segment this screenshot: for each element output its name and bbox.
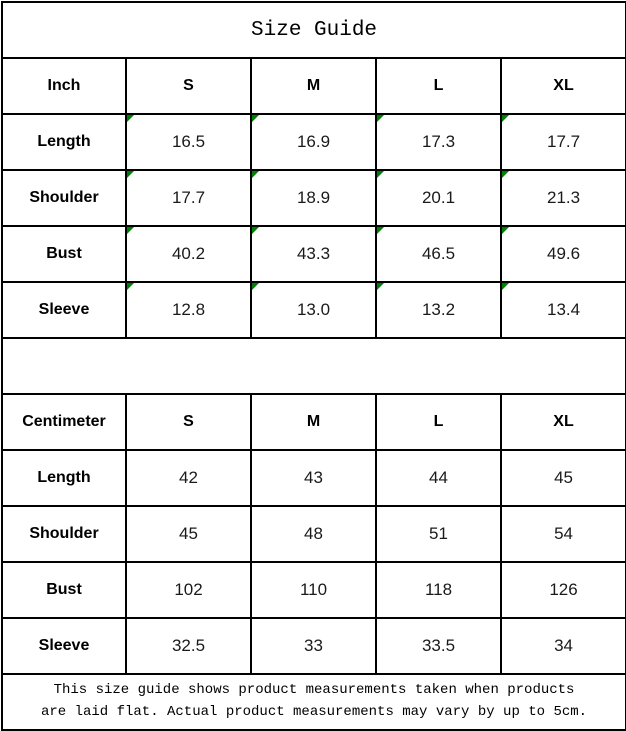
cm-sleeve-label-cell bbox=[2, 618, 126, 674]
cm-shoulder-s-cell bbox=[126, 506, 251, 562]
cm-shoulder-l-cell bbox=[376, 506, 501, 562]
footer-note-line1: This size guide shows product measurements taken when products bbox=[53, 682, 575, 699]
spacer-row bbox=[2, 338, 626, 394]
measurement-value: 42 bbox=[179, 468, 198, 487]
cm-bust-m-cell bbox=[251, 562, 376, 618]
inch-bust-l-cell bbox=[376, 226, 501, 282]
cell-flag-icon bbox=[502, 115, 509, 122]
inch-bust-m-cell bbox=[251, 226, 376, 282]
cm-sleeve-xl-cell bbox=[501, 618, 626, 674]
cm-sleeve-l-cell bbox=[376, 618, 501, 674]
size-header-label: L bbox=[433, 77, 444, 94]
measurement-value: 17.7 bbox=[171, 188, 206, 207]
measurement-value: 13.2 bbox=[421, 300, 456, 319]
measurement-value: 16.5 bbox=[171, 132, 206, 151]
measurement-value: 118 bbox=[424, 580, 453, 599]
inch-size-header-xl bbox=[501, 58, 626, 114]
size-header-label: S bbox=[183, 77, 194, 94]
measurement-value: 46.5 bbox=[421, 244, 456, 263]
cell-flag-icon bbox=[252, 283, 259, 290]
measurement-value: 102 bbox=[174, 580, 203, 599]
inch-size-header-m bbox=[251, 58, 376, 114]
cm-length-l-cell bbox=[376, 450, 501, 506]
cell-flag-icon bbox=[252, 227, 259, 234]
measurement-value: 33.5 bbox=[421, 636, 456, 655]
row-label: Sleeve bbox=[38, 301, 90, 318]
size-header-label: XL bbox=[553, 413, 574, 430]
inch-bust-label-cell bbox=[2, 226, 126, 282]
measurement-value: 12.8 bbox=[171, 300, 206, 319]
inch-size-header-l bbox=[376, 58, 501, 114]
measurement-value: 126 bbox=[549, 580, 578, 599]
measurement-value: 110 bbox=[299, 580, 328, 599]
cm-length-xl-cell bbox=[501, 450, 626, 506]
cell-flag-icon bbox=[502, 171, 509, 178]
measurement-value: 43.3 bbox=[296, 244, 331, 263]
inch-unit-header bbox=[2, 58, 126, 114]
cm-sleeve-s-cell bbox=[126, 618, 251, 674]
cm-bust-l-cell bbox=[376, 562, 501, 618]
cm-size-header-xl bbox=[501, 394, 626, 450]
cm-shoulder-xl-cell bbox=[501, 506, 626, 562]
size-header-label: L bbox=[433, 413, 444, 430]
cm-length-m-cell bbox=[251, 450, 376, 506]
inch-length-xl-cell bbox=[501, 114, 626, 170]
size-guide-table bbox=[1, 1, 626, 731]
inch-length-s-cell bbox=[126, 114, 251, 170]
measurement-value: 16.9 bbox=[296, 132, 331, 151]
measurement-value: 20.1 bbox=[421, 188, 456, 207]
cm-length-label-cell bbox=[2, 450, 126, 506]
spacer-cell bbox=[2, 338, 626, 394]
cell-flag-icon bbox=[252, 115, 259, 122]
inch-shoulder-s-cell bbox=[126, 170, 251, 226]
cell-flag-icon bbox=[127, 115, 134, 122]
inch-bust-xl-cell bbox=[501, 226, 626, 282]
inch-row-length bbox=[2, 114, 626, 170]
cm-row-length bbox=[2, 450, 626, 506]
cell-flag-icon bbox=[502, 283, 509, 290]
row-label: Sleeve bbox=[38, 637, 90, 654]
measurement-value: 32.5 bbox=[171, 636, 206, 655]
size-header-label: M bbox=[306, 413, 321, 430]
inch-row-sleeve bbox=[2, 282, 626, 338]
inch-sleeve-xl-cell bbox=[501, 282, 626, 338]
cell-flag-icon bbox=[127, 283, 134, 290]
inch-shoulder-m-cell bbox=[251, 170, 376, 226]
measurement-value: 45 bbox=[179, 524, 198, 543]
cm-shoulder-label-cell bbox=[2, 506, 126, 562]
measurement-value: 45 bbox=[554, 468, 573, 487]
inch-shoulder-xl-cell bbox=[501, 170, 626, 226]
measurement-value: 17.3 bbox=[421, 132, 456, 151]
inch-bust-s-cell bbox=[126, 226, 251, 282]
page-title bbox=[2, 2, 626, 58]
measurement-value: 49.6 bbox=[546, 244, 581, 263]
cell-flag-icon bbox=[127, 227, 134, 234]
cm-size-header-l bbox=[376, 394, 501, 450]
cm-header-row bbox=[2, 394, 626, 450]
cm-bust-label-cell bbox=[2, 562, 126, 618]
cm-size-header-s bbox=[126, 394, 251, 450]
title-row bbox=[2, 2, 626, 58]
size-header-label: S bbox=[183, 413, 194, 430]
inch-sleeve-label-cell bbox=[2, 282, 126, 338]
inch-length-label-cell bbox=[2, 114, 126, 170]
inch-row-shoulder bbox=[2, 170, 626, 226]
footer-note-line2: are laid flat. Actual product measurements may vary by up to 5cm. bbox=[40, 704, 588, 720]
cm-shoulder-m-cell bbox=[251, 506, 376, 562]
inch-length-l-cell bbox=[376, 114, 501, 170]
page-title-text: Size Guide bbox=[251, 18, 378, 42]
measurement-value: 33 bbox=[304, 636, 323, 655]
cm-bust-xl-cell bbox=[501, 562, 626, 618]
cm-unit-header bbox=[2, 394, 126, 450]
size-header-label: M bbox=[306, 77, 321, 94]
cell-flag-icon bbox=[502, 227, 509, 234]
inch-unit-label: Inch bbox=[47, 77, 81, 94]
cm-size-header-m bbox=[251, 394, 376, 450]
measurement-value: 21.3 bbox=[546, 188, 581, 207]
inch-length-m-cell bbox=[251, 114, 376, 170]
measurement-value: 18.9 bbox=[296, 188, 331, 207]
measurement-value: 40.2 bbox=[171, 244, 206, 263]
footer-row bbox=[2, 674, 626, 730]
cell-flag-icon bbox=[377, 171, 384, 178]
row-label: Bust bbox=[46, 581, 82, 598]
measurement-value: 54 bbox=[554, 524, 573, 543]
inch-header-row bbox=[2, 58, 626, 114]
cell-flag-icon bbox=[377, 115, 384, 122]
measurement-value: 17.7 bbox=[546, 132, 581, 151]
row-label: Shoulder bbox=[29, 189, 99, 206]
measurement-value: 13.0 bbox=[296, 300, 331, 319]
row-label: Length bbox=[37, 133, 91, 150]
measurement-value: 48 bbox=[304, 524, 323, 543]
cm-row-sleeve bbox=[2, 618, 626, 674]
row-label: Shoulder bbox=[29, 525, 99, 542]
measurement-value: 34 bbox=[554, 636, 573, 655]
inch-sleeve-m-cell bbox=[251, 282, 376, 338]
inch-shoulder-l-cell bbox=[376, 170, 501, 226]
cm-bust-s-cell bbox=[126, 562, 251, 618]
row-label: Bust bbox=[46, 245, 82, 262]
inch-sleeve-s-cell bbox=[126, 282, 251, 338]
cm-row-bust bbox=[2, 562, 626, 618]
row-label: Length bbox=[37, 469, 91, 486]
cm-row-shoulder bbox=[2, 506, 626, 562]
cell-flag-icon bbox=[377, 283, 384, 290]
measurement-value: 43 bbox=[304, 468, 323, 487]
inch-sleeve-l-cell bbox=[376, 282, 501, 338]
measurement-value: 13.4 bbox=[546, 300, 581, 319]
cm-unit-label: Centimeter bbox=[22, 413, 106, 430]
inch-shoulder-label-cell bbox=[2, 170, 126, 226]
cm-length-s-cell bbox=[126, 450, 251, 506]
inch-size-header-s bbox=[126, 58, 251, 114]
cell-flag-icon bbox=[127, 171, 134, 178]
cell-flag-icon bbox=[377, 227, 384, 234]
measurement-value: 51 bbox=[429, 524, 448, 543]
measurement-value: 44 bbox=[429, 468, 448, 487]
size-header-label: XL bbox=[553, 77, 574, 94]
inch-row-bust bbox=[2, 226, 626, 282]
footer-note bbox=[2, 674, 626, 730]
cell-flag-icon bbox=[252, 171, 259, 178]
cm-sleeve-m-cell bbox=[251, 618, 376, 674]
